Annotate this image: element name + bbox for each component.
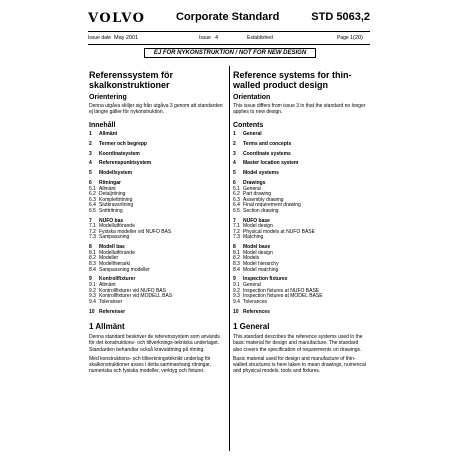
toc-entry-number: 9.4 <box>233 298 240 305</box>
toc-entry <box>233 142 367 148</box>
toc-entry-number: 8 <box>233 244 236 251</box>
toc-entry-number: 3 <box>233 150 236 157</box>
toc-entry-number: 9 <box>89 276 92 283</box>
toc-entry-number: 8.1 <box>233 249 240 256</box>
issue-date: May 2001 <box>114 35 139 41</box>
toc-entry-title: Modeller <box>99 255 119 262</box>
toc-entry <box>233 300 367 306</box>
toc-entry-number: 9.1 <box>233 281 240 288</box>
toc-entry-title: Coordinate systems <box>243 150 291 157</box>
toc-entry-title: Assembly drawing <box>243 196 284 203</box>
toc-entry-number: 6.2 <box>233 191 240 198</box>
toc-entry-title: Kontrollfixturer <box>99 276 136 283</box>
toc-entry-title: Model systems <box>243 170 279 177</box>
toc-entry-title: General <box>243 131 262 137</box>
en-orientation-heading: Orientation <box>233 94 271 101</box>
doc-type: Corporate Standard <box>176 11 280 23</box>
toc-entry-number: 2 <box>233 140 236 147</box>
toc-entry <box>233 310 367 316</box>
toc-entry-title: Inspection fixtures at MODEL BASE <box>243 293 323 300</box>
english-column <box>233 70 367 374</box>
toc-entry-number: 9.3 <box>89 293 96 300</box>
toc-entry-number: 4 <box>233 160 236 167</box>
en-title: Reference systems for thin-walled product design <box>233 70 352 90</box>
toc-entry-title: Kontrollfixturer vid NUFO BAS <box>99 287 166 294</box>
sv-orientation-text: Denna utgåva skiljer sig från utgåva 3 genom att standarden ej längre gäller för nykonstruktion. <box>89 103 223 116</box>
toc-entry-title: Modellutförande <box>99 249 135 256</box>
toc-entry-title: Terms and concepts <box>243 140 292 147</box>
en-section1-paragraph-1: This standard describes the reference systems used in the basic material for design and manufacture. The standard also covers the specification of requirements on drawings. <box>233 334 363 353</box>
toc-entry <box>89 209 223 215</box>
toc-entry-title: Komplettritning <box>99 196 133 203</box>
toc-entry-title: Allmänt <box>99 131 118 137</box>
en-contents-heading: Contents <box>233 122 264 129</box>
toc-entry-title: NUFO bas <box>99 217 124 224</box>
toc-entry-number: 9.3 <box>233 293 240 300</box>
toc-entry <box>233 268 367 274</box>
toc-entry-number: 7.3 <box>89 234 96 241</box>
toc-entry-number: 7.1 <box>233 223 240 230</box>
sv-title: Referenssystem för skalkonstruktioner <box>89 70 174 90</box>
sv-contents-heading: Innehåll <box>89 122 116 129</box>
toc-entry <box>89 268 223 274</box>
toc-entry-title: Part drawing <box>243 191 272 198</box>
issue-date-label: Issue date <box>88 35 112 41</box>
toc-entry-title: Modell bas <box>99 244 125 251</box>
toc-entry-title: Snittritning <box>99 207 123 214</box>
toc-entry-title: General <box>243 281 261 288</box>
toc-entry-title: Fysiska modeller vid NUFO BAS <box>99 228 172 235</box>
established-label: Established <box>247 35 273 41</box>
toc-entry <box>89 310 223 316</box>
page-label: Page <box>337 35 349 41</box>
toc-entry <box>89 132 223 138</box>
toc-entry-title: Physical models at NUFO BASE <box>243 228 315 235</box>
toc-entry-title: Sampassning <box>99 234 130 241</box>
toc-entry-title: Kontrollfixturer vid MODELL BAS <box>99 293 173 300</box>
toc-entry-number: 7.2 <box>233 228 240 235</box>
not-for-new-design-banner: EJ FÖR NYKONSTRUKTION / NOT FOR NEW DESIGN <box>144 48 316 58</box>
toc-entry <box>233 152 367 158</box>
toc-entry-number: 6.4 <box>89 202 96 209</box>
en-section1-heading: 1 General <box>233 322 270 332</box>
toc-entry <box>89 235 223 241</box>
toc-entry-number: 5 <box>233 170 236 177</box>
toc-entry-title: Master location system <box>243 160 299 167</box>
sv-section1-heading: 1 Allmänt <box>89 322 125 332</box>
toc-entry-number: 10 <box>233 308 239 315</box>
column-divider <box>229 66 230 451</box>
toc-entry-title: Referenspunktsystem <box>99 160 152 167</box>
toc-entry <box>233 132 367 138</box>
toc-entry-number: 7 <box>233 217 236 224</box>
toc-entry-title: Matching <box>243 234 264 241</box>
toc-entry <box>233 235 367 241</box>
toc-entry-title: Termer och begrepp <box>99 140 147 147</box>
toc-entry-number: 7.2 <box>89 228 96 235</box>
toc-entry <box>89 300 223 306</box>
toc-entry-number: 8.1 <box>89 249 96 256</box>
toc-entry-number: 9.2 <box>233 287 240 294</box>
toc-entry-title: Inspection fixtures at NUFO BASE <box>243 287 320 294</box>
meta-rule <box>88 44 370 45</box>
toc-entry <box>89 171 223 177</box>
page-header <box>88 10 370 28</box>
toc-entry-number: 6.5 <box>233 207 240 214</box>
toc-entry-number: 8.4 <box>233 266 240 273</box>
toc-entry-number: 7.1 <box>89 223 96 230</box>
toc-entry-number: 6.1 <box>233 185 240 192</box>
toc-entry-number: 7.3 <box>233 234 240 241</box>
header-rule <box>88 31 370 32</box>
toc-entry-number: 6.5 <box>89 207 96 214</box>
toc-entry-title: Models <box>243 255 260 262</box>
toc-entry-title: References <box>243 308 270 315</box>
toc-entry-number: 6.3 <box>233 196 240 203</box>
toc-entry-number: 8.2 <box>233 255 240 262</box>
toc-entry-title: Final requirement drawing <box>243 202 301 209</box>
toc-entry-title: Sampassning modeller <box>99 266 150 273</box>
toc-entry-number: 8.3 <box>233 261 240 267</box>
toc-entry <box>89 142 223 148</box>
page-number: 1(20) <box>350 35 363 41</box>
toc-entry-number: 8.4 <box>89 266 96 273</box>
sv-toc <box>89 132 223 315</box>
en-orientation-text: This issue differs from issue 3 in that the standard no longer applies to new design. <box>233 103 366 116</box>
toc-entry <box>233 161 367 167</box>
toc-entry-title: Model design <box>243 249 273 256</box>
toc-entry-title: Referenser <box>99 308 126 315</box>
sv-orientation-heading: Orientering <box>89 94 127 101</box>
toc-entry-title: Detaljritning <box>99 191 126 198</box>
toc-entry-number: 6 <box>89 179 92 186</box>
toc-entry-number: 5 <box>89 170 92 177</box>
toc-entry-title: Modellsystem <box>99 170 133 177</box>
toc-entry <box>89 161 223 167</box>
std-number: STD 5063,2 <box>311 11 370 23</box>
toc-entry-number: 6.2 <box>89 191 96 198</box>
toc-entry-title: Model base <box>243 244 271 251</box>
toc-entry <box>89 152 223 158</box>
swedish-column <box>89 70 223 374</box>
toc-entry-title: Modellhierarki <box>99 261 131 267</box>
toc-entry-title: Koordinatsystem <box>99 150 140 157</box>
toc-entry-title: Section drawing <box>243 207 279 214</box>
toc-entry-number: 8.3 <box>89 261 96 267</box>
en-toc <box>233 132 367 315</box>
toc-entry-title: General <box>243 185 261 192</box>
issue-meta <box>88 35 370 43</box>
toc-entry-number: 2 <box>89 140 92 147</box>
toc-entry-title: Model matching <box>243 266 279 273</box>
issue-label: Issue <box>199 35 211 41</box>
volvo-logo: VOLVO <box>88 11 146 26</box>
toc-entry <box>233 209 367 215</box>
toc-entry-number: 10 <box>89 308 95 315</box>
sv-section1-paragraph-2: Med konstruktions- och tillverkningsteknikt underlag för skalkonstruktioner avses i detta sammanhang ritningar, numeriska och fysiska modeller, verktyg och fixturer. <box>89 355 212 375</box>
toc-entry-title: Ritningar <box>99 179 121 186</box>
toc-entry-number: 6.3 <box>89 196 96 203</box>
toc-entry-number: 1 <box>89 131 92 137</box>
toc-entry-title: Allmänt <box>99 281 116 288</box>
toc-entry-number: 3 <box>89 150 92 157</box>
toc-entry-number: 9.2 <box>89 287 96 294</box>
toc-entry-number: 6.4 <box>233 202 240 209</box>
toc-entry-title: NUFO base <box>243 217 270 224</box>
toc-entry-number: 7 <box>89 217 92 224</box>
toc-entry <box>233 171 367 177</box>
toc-entry-number: 8 <box>89 244 92 251</box>
toc-entry-number: 9.1 <box>89 281 96 288</box>
sv-section1-paragraph-1: Denna standard beskriver de referenssystem som används för det konstruktions- och tillverknings-tekniska underlaget. Standarden behandlar också kravsättning på ritning. <box>89 334 220 353</box>
toc-entry-title: Modellutförande <box>99 223 135 230</box>
en-section1-paragraph-2: Basic material used for design and manufacture of thin-walled structures is here taken to mean drawings, numerical and physical models, tools and fixtures. <box>233 355 366 375</box>
toc-entry-title: Model design <box>243 223 273 230</box>
toc-entry-title: Allmänt <box>99 185 116 192</box>
toc-entry-title: Toleranser <box>99 298 123 305</box>
issue-number: 4 <box>215 35 219 41</box>
toc-entry-number: 6 <box>233 179 236 186</box>
toc-entry-number: 8.2 <box>89 255 96 262</box>
toc-entry-title: Tolerances <box>243 298 268 305</box>
toc-entry-title: Model hierarchy <box>243 261 279 267</box>
toc-entry-number: 1 <box>233 131 236 137</box>
toc-entry-number: 9 <box>233 276 236 283</box>
toc-entry-title: Drawings <box>243 179 266 186</box>
toc-entry-number: 4 <box>89 160 92 167</box>
toc-entry-number: 6.1 <box>89 185 96 192</box>
toc-entry-title: Slutkravsritning <box>99 202 134 209</box>
toc-entry-title: Inspection fixtures <box>243 276 288 283</box>
toc-entry-number: 9.4 <box>89 298 96 305</box>
